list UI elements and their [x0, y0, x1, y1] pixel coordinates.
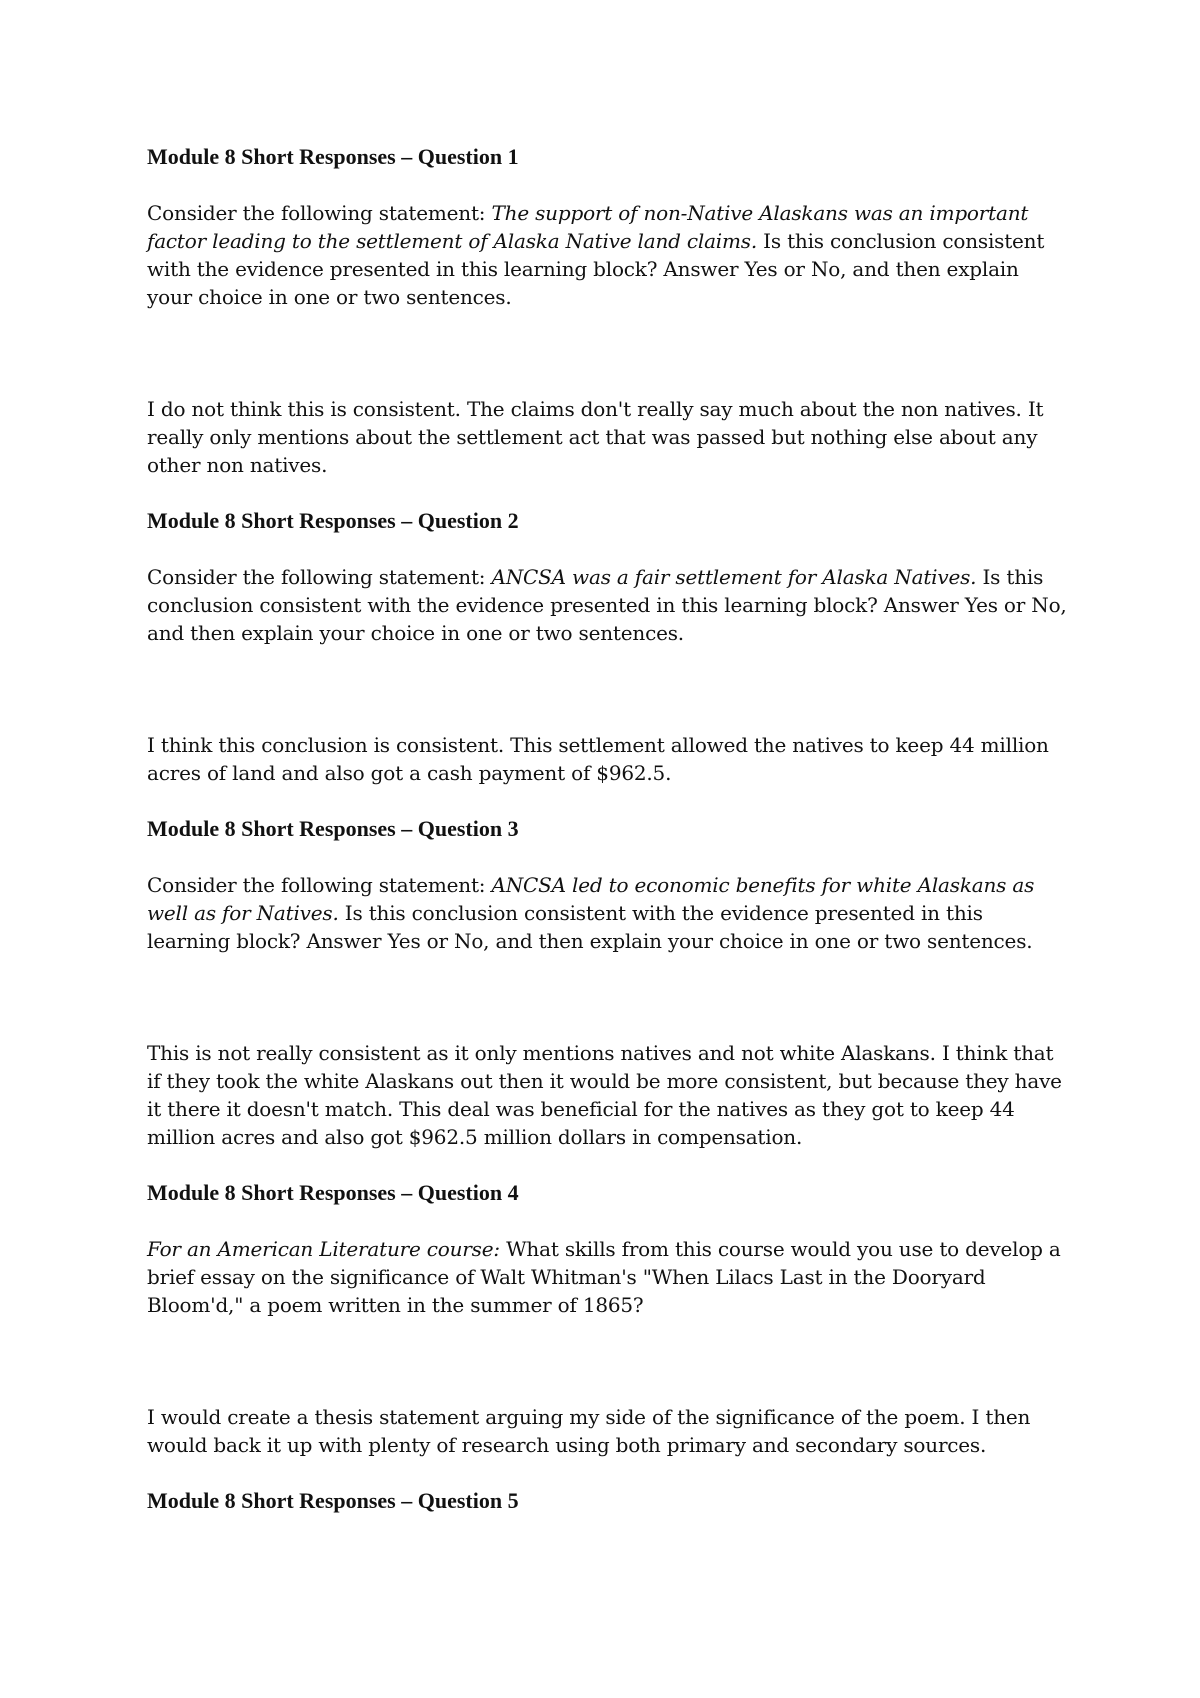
- question-4-statement: For an American Literature course:: [147, 1237, 500, 1261]
- question-3-prompt: [147, 871, 1067, 955]
- question-4-heading: Module 8 Short Responses – Question 4: [147, 1180, 519, 1205]
- question-3-suffix: Is this conclusion consistent with the evidence presented in this learning block? Answer Yes or No, and then explain your choice in one or two sentences.: [147, 901, 1033, 953]
- question-4-suffix: What skills from this course would you use to develop a brief essay on the significance of Walt Whitman's "When Lilacs Last in the Dooryard Bloom'd," a poem written in the summer of 1865?: [147, 1237, 1061, 1317]
- question-3-prefix: Consider the following statement:: [147, 873, 492, 897]
- question-2-prefix: Consider the following statement:: [147, 565, 492, 589]
- question-3-statement: ANCSA led to economic benefits for white Alaskans as well as for Natives.: [147, 873, 1035, 925]
- question-1-prefix: Consider the following statement:: [147, 201, 492, 225]
- question-2-heading: Module 8 Short Responses – Question 2: [147, 508, 519, 533]
- question-1-prompt: [147, 199, 1067, 311]
- question-5-section: [147, 1487, 1067, 1515]
- question-5-heading: Module 8 Short Responses – Question 5: [147, 1488, 519, 1513]
- question-3-section: [147, 815, 1067, 1151]
- question-2-answer: I think this conclusion is consistent. This settlement allowed the natives to keep 44 million acres of land and also got a cash payment of $962.5.: [147, 733, 1049, 785]
- question-4-prompt: [147, 1235, 1067, 1319]
- question-4-answer: I would create a thesis statement arguing my side of the significance of the poem. I then would back it up with plenty of research using both primary and secondary sources.: [147, 1405, 1031, 1457]
- question-1-heading: Module 8 Short Responses – Question 1: [147, 144, 519, 169]
- question-1-statement: The support of non-Native Alaskans was an important factor leading to the settlement of Alaska Native land claims.: [147, 201, 1029, 253]
- question-1-section: [147, 143, 1067, 479]
- question-1-answer: I do not think this is consistent. The claims don't really say much about the non natives. It really only mentions about the settlement act that was passed but nothing else about any other non natives.: [147, 397, 1044, 477]
- question-4-section: [147, 1179, 1067, 1459]
- document-body: [147, 143, 1067, 1543]
- question-2-prompt: [147, 563, 1067, 647]
- question-2-statement: ANCSA was a fair settlement for Alaska Natives.: [491, 565, 977, 589]
- question-3-answer: This is not really consistent as it only mentions natives and not white Alaskans. I think that if they took the white Alaskans out then it would be more consistent, but because they have it there it doesn't match. This deal was beneficial for the natives as they got to keep 44 million acres and also got $962.5 million dollars in compensation.: [147, 1041, 1062, 1149]
- question-3-heading: Module 8 Short Responses – Question 3: [147, 816, 519, 841]
- question-1-suffix: Is this conclusion consistent with the evidence presented in this learning block? Answer Yes or No, and then explain your choice in one or two sentences.: [147, 229, 1045, 309]
- question-2-suffix: Is this conclusion consistent with the evidence presented in this learning block? Answer Yes or No, and then explain your choice in one or two sentences.: [147, 565, 1067, 645]
- question-2-section: [147, 507, 1067, 787]
